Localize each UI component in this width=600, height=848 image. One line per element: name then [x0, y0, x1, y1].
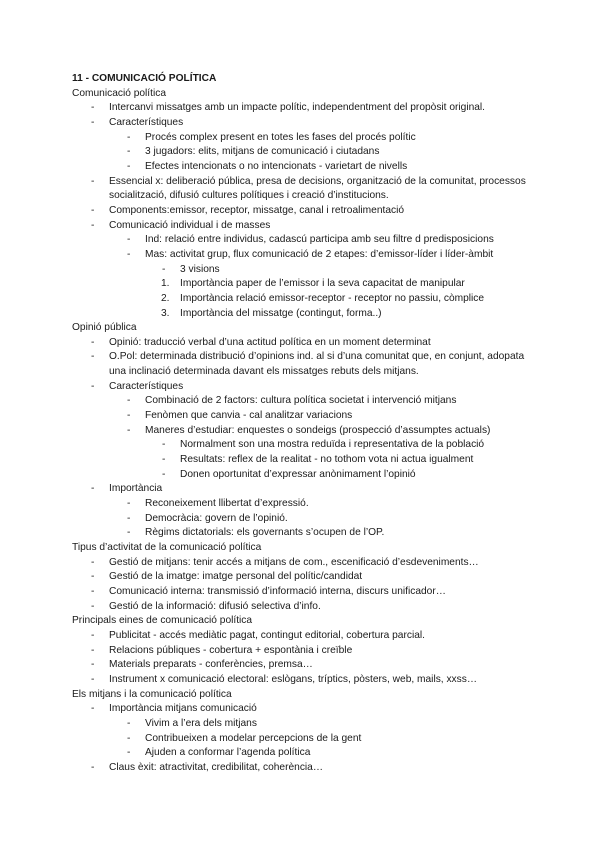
list-item: - Normalment son una mostra reduïda i representativa de la població — [72, 438, 542, 453]
list-item: - Democràcia: govern de l’opinió. — [72, 512, 542, 527]
dash-bullet: - — [91, 703, 95, 715]
numbered-item: 1. Importància paper de l’emissor i la seva capacitat de manipular — [72, 277, 542, 292]
dash-bullet: - — [127, 732, 131, 744]
list-item: - Reconeixement llibertat d’expressió. — [72, 497, 542, 512]
section-heading: Els mitjans i la comunicació política — [72, 688, 232, 700]
dash-bullet: - — [127, 131, 131, 143]
list-item: - Vivim a l’era dels mitjans — [72, 717, 542, 732]
dash-bullet: - — [91, 571, 95, 583]
list-item: - Fenòmen que canvia - cal analitzar variacions — [72, 409, 542, 424]
document-page — [72, 72, 542, 776]
dash-bullet: - — [162, 454, 166, 466]
dash-bullet: - — [127, 248, 131, 260]
dash-bullet: - — [127, 717, 131, 729]
dash-bullet: - — [91, 116, 95, 128]
dash-bullet: - — [127, 747, 131, 759]
item-number: 1. — [161, 278, 170, 290]
list-item: - Resultats: reflex de la realitat - no tothom vota ni actua igualment — [72, 453, 542, 468]
section-heading: Tipus d’activitat de la comunicació política — [72, 542, 262, 553]
list-item: - Mas: activitat grup, flux comunicació de 2 etapes: d’emissor-líder i líder-àmbit — [72, 248, 542, 263]
list-item: - Comunicació individual i de masses — [72, 219, 542, 234]
dash-bullet: - — [127, 527, 131, 539]
list-item: - Instrument x comunicació electoral: eslògans, tríptics, pòsters, web, mails, xxss… — [72, 673, 542, 688]
dash-bullet: - — [91, 380, 95, 392]
dash-bullet: - — [127, 424, 131, 436]
list-item: - Opinió: traducció verbal d’una actitud política en un moment determinat — [72, 336, 542, 351]
numbered-item: 2. Importància relació emissor-receptor - receptor no passiu, còmplice — [72, 292, 542, 307]
dash-bullet: - — [127, 498, 131, 510]
list-item: - Materials preparats - conferències, premsa… — [72, 658, 542, 673]
list-item: - Gestió de mitjans: tenir accés a mitjans de com., escenificació d’esdeveniments… — [72, 556, 542, 571]
list-item: - Relacions públiques - cobertura + espontània i creïble — [72, 644, 542, 659]
list-item: - Característiques — [72, 116, 542, 131]
dash-bullet: - — [127, 410, 131, 422]
list-item: - Components:emissor, receptor, missatge, canal i retroalimentació — [72, 204, 542, 219]
dash-bullet: - — [127, 512, 131, 524]
list-item: - 3 visions — [72, 263, 542, 278]
dash-bullet: - — [91, 600, 95, 612]
list-item: - Claus èxit: atractivitat, credibilitat, coherència… — [72, 761, 542, 776]
dash-bullet: - — [91, 761, 95, 773]
list-item: - Gestió de la informació: difusió selectiva d’info. — [72, 600, 542, 615]
dash-bullet: - — [91, 556, 95, 568]
dash-bullet: - — [162, 468, 166, 480]
list-item: - Publicitat - accés mediàtic pagat, contingut editorial, cobertura parcial. — [72, 629, 542, 644]
item-number: 2. — [161, 292, 170, 304]
dash-bullet: - — [91, 351, 95, 363]
dash-bullet: - — [91, 629, 95, 641]
list-item: - Contribueixen a modelar percepcions de la gent — [72, 732, 542, 747]
section-heading: Opinió pública — [72, 322, 137, 334]
dash-bullet: - — [91, 102, 95, 114]
item-number: 3. — [161, 307, 170, 319]
dash-bullet: - — [91, 659, 95, 671]
dash-bullet: - — [91, 175, 95, 187]
dash-bullet: - — [91, 219, 95, 231]
dash-bullet: - — [127, 395, 131, 407]
list-item: - Característiques — [72, 380, 542, 395]
list-item: - Donen oportunitat d’expressar anònimament l’opinió — [72, 468, 542, 483]
dash-bullet: - — [91, 644, 95, 656]
section-heading: Principals eines de comunicació política — [72, 615, 253, 627]
list-item: - Efectes intencionats o no intencionats - varietart de nivells — [72, 160, 542, 175]
list-item: - Combinació de 2 factors: cultura política societat i intervenció mitjans — [72, 394, 542, 409]
list-item: - Ajuden a conformar l’agenda política — [72, 746, 542, 761]
dash-bullet: - — [162, 439, 166, 451]
list-item: - Règims dictatorials: els governants s’ocupen de l’OP. — [72, 526, 542, 541]
page-title: 11 - COMUNICACIÓ POLÍTICA — [72, 73, 217, 84]
list-item: - Essencial x: deliberació pública, presa de decisions, organització de la comunitat, processos socialització, difusió cultures polítiques i creació d’institucions. — [91, 175, 526, 202]
list-item: - Comunicació interna: transmissió d’informació interna, discurs unificador… — [72, 585, 542, 600]
list-item: - Maneres d’estudiar: enquestes o sondeigs (prospecció d’assumptes actuals) — [72, 424, 542, 439]
list-item: - Procés complex present en totes les fases del procés polític — [72, 131, 542, 146]
dash-bullet: - — [91, 585, 95, 597]
dash-bullet: - — [127, 160, 131, 172]
dash-bullet: - — [162, 263, 166, 275]
dash-bullet: - — [91, 204, 95, 216]
dash-bullet: - — [91, 673, 95, 685]
dash-bullet: - — [127, 234, 131, 246]
list-item: - Importància — [72, 482, 542, 497]
list-item: - O.Pol: determinada distribució d’opinions ind. al si d’una comunitat que, en conjunt, adopata una inclinació determinada davant els missatges rebuts dels mitjans. — [91, 351, 525, 378]
list-item: - Importància mitjans comunicació — [72, 702, 542, 717]
section-heading: Comunicació política — [72, 87, 166, 99]
list-item: - Intercanvi missatges amb un impacte polític, independentment del propòsit original. — [72, 101, 542, 116]
list-item: - Gestió de la imatge: imatge personal del polític/candidat — [72, 570, 542, 585]
dash-bullet: - — [91, 336, 95, 348]
dash-bullet: - — [127, 146, 131, 158]
dash-bullet: - — [91, 483, 95, 495]
list-item: - Ind: relació entre individus, cadascú participa amb seu filtre d predisposicions — [72, 233, 542, 248]
list-item: - 3 jugadors: elits, mitjans de comunicació i ciutadans — [72, 145, 542, 160]
numbered-item: 3. Importància del missatge (contingut, forma..) — [72, 307, 542, 322]
